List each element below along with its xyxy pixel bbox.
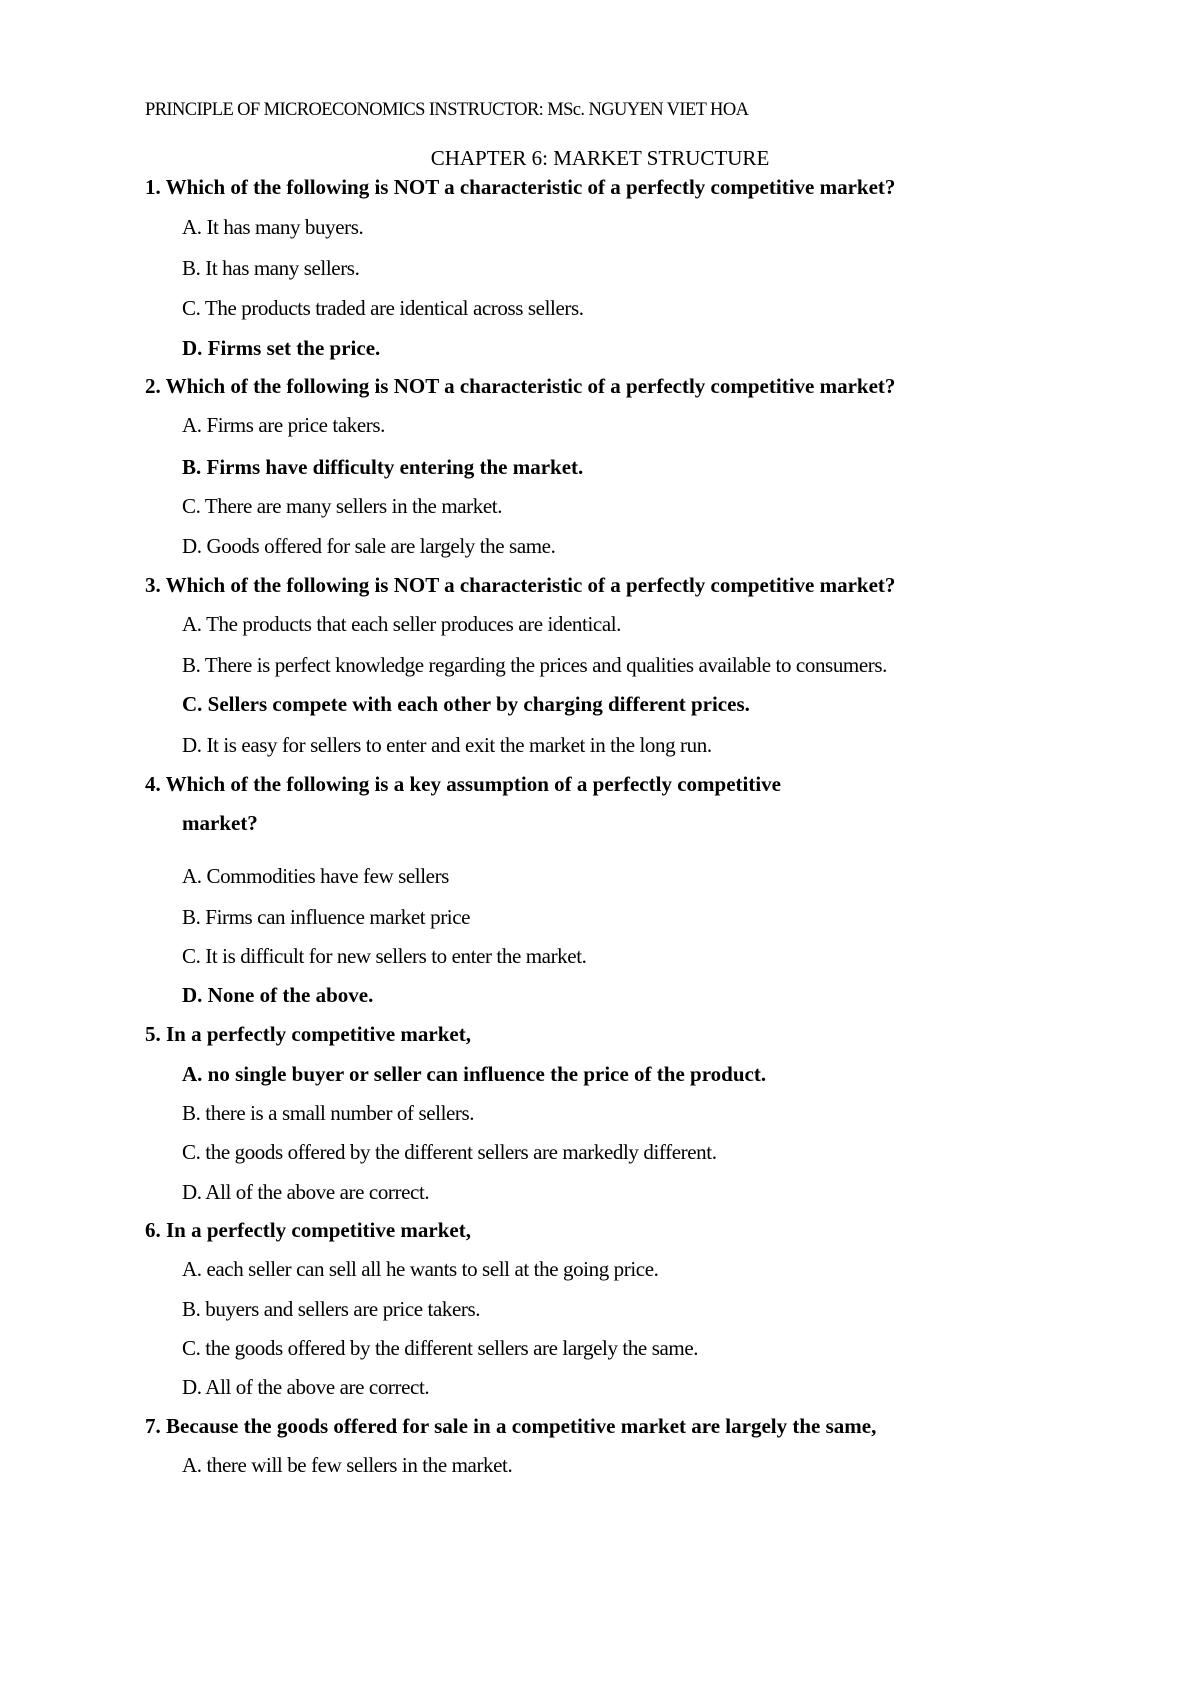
question-6-option-b: B. buyers and sellers are price takers. (182, 1297, 481, 1321)
question-6-stem: 6. In a perfectly competitive market, (145, 1218, 471, 1242)
question-6-option-c: C. the goods offered by the different sellers are largely the same. (182, 1336, 699, 1360)
question-5-stem: 5. In a perfectly competitive market, (145, 1022, 471, 1046)
question-3-option-c: C. Sellers compete with each other by charging different prices. (182, 692, 750, 716)
question-4-option-d: D. None of the above. (182, 983, 374, 1007)
question-1-stem: 1. Which of the following is NOT a characteristic of a perfectly competitive market? (145, 175, 896, 199)
question-3-option-a: A. The products that each seller produces are identical. (182, 612, 622, 636)
question-2-option-b: B. Firms have difficulty entering the market. (182, 455, 584, 479)
question-5-option-a: A. no single buyer or seller can influence the price of the product. (182, 1062, 767, 1086)
page-header: PRINCIPLE OF MICROECONOMICS INSTRUCTOR: MSc. NGUYEN VIET HOA (145, 100, 749, 120)
question-2-option-a: A. Firms are price takers. (182, 413, 386, 437)
question-3-option-d: D. It is easy for sellers to enter and exit the market in the long run. (182, 733, 712, 757)
question-2-stem: 2. Which of the following is NOT a characteristic of a perfectly competitive market? (145, 374, 896, 398)
question-4-option-c: C. It is difficult for new sellers to enter the market. (182, 944, 587, 968)
question-1-option-d: D. Firms set the price. (182, 336, 381, 360)
question-1-option-a: A. It has many buyers. (182, 215, 364, 239)
question-6-option-a: A. each seller can sell all he wants to sell at the going price. (182, 1257, 659, 1281)
question-5-option-c: C. the goods offered by the different sellers are markedly different. (182, 1140, 717, 1164)
question-3-option-b: B. There is perfect knowledge regarding the prices and qualities available to consumers. (182, 653, 887, 677)
question-4-option-a: A. Commodities have few sellers (182, 864, 449, 888)
question-2-option-c: C. There are many sellers in the market. (182, 494, 503, 518)
question-4-option-b: B. Firms can influence market price (182, 905, 471, 929)
question-3-stem: 3. Which of the following is NOT a characteristic of a perfectly competitive market? (145, 573, 896, 597)
question-5-option-b: B. there is a small number of sellers. (182, 1101, 475, 1125)
question-6-option-d: D. All of the above are correct. (182, 1375, 430, 1399)
question-1-option-c: C. The products traded are identical across sellers. (182, 296, 584, 320)
question-7-stem: 7. Because the goods offered for sale in a competitive market are largely the same, (145, 1414, 877, 1438)
question-4-stem: 4. Which of the following is a key assumption of a perfectly competitive (145, 772, 781, 796)
question-1-option-b: B. It has many sellers. (182, 256, 360, 280)
question-2-option-d: D. Goods offered for sale are largely the same. (182, 534, 556, 558)
chapter-title: CHAPTER 6: MARKET STRUCTURE (430, 146, 770, 170)
question-5-option-d: D. All of the above are correct. (182, 1180, 430, 1204)
question-7-option-a: A. there will be few sellers in the market. (182, 1453, 513, 1477)
question-4-stem-continued: market? (182, 811, 258, 835)
